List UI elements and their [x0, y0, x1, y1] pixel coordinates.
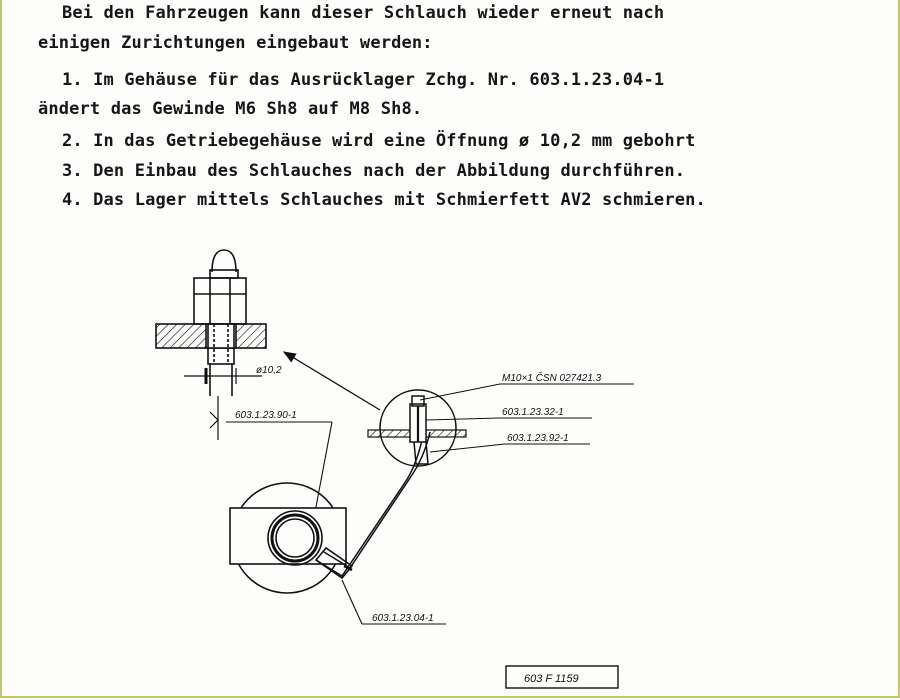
- step-3: 3. Den Einbau des Schlauches nach der Abbildung durchführen.: [62, 161, 686, 181]
- label-603-1-23-32-1: 603.1.23.32-1: [502, 407, 564, 418]
- intro-line-2: einigen Zurichtungen eingebaut werden:: [38, 33, 433, 53]
- dim-label: ø10,2: [256, 365, 282, 376]
- bearing-housing: [230, 483, 346, 593]
- step-2: 2. In das Getriebegehäuse wird eine Öffnung ø 10,2 mm gebohrt: [62, 131, 696, 151]
- figure-ref: 603 F 1159: [524, 673, 579, 685]
- label-603-1-23-04-1: 603.1.23.04-1: [372, 613, 434, 624]
- step-4: 4. Das Lager mittels Schlauches mit Schmierfett AV2 schmieren.: [62, 190, 706, 210]
- step-1-line-1: 1. Im Gehäuse für das Ausrücklager Zchg. Nr. 603.1.23.04-1: [62, 70, 665, 90]
- label-thread-spec: M10×1 ČSN 027421.3: [502, 373, 602, 384]
- circle-detail: [368, 390, 466, 466]
- leaders-right: [342, 384, 634, 624]
- detail-arrow: [284, 352, 380, 410]
- step-1-line-2: ändert das Gewinde M6 Sh8 auf M8 Sh8.: [38, 99, 423, 119]
- intro-line-1: Bei den Fahrzeugen kann dieser Schlauch wieder erneut nach: [62, 3, 665, 23]
- label-603-1-23-90-1: 603.1.23.90-1: [235, 410, 297, 421]
- label-603-1-23-92-1: 603.1.23.92-1: [507, 433, 569, 444]
